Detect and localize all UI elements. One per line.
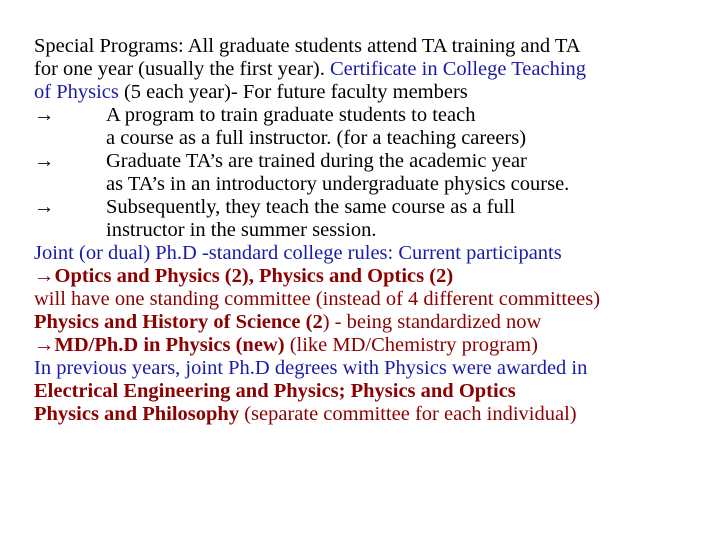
right-arrow-icon: → [34, 104, 55, 126]
bullet-line: → A program to train graduate students to teach [34, 104, 476, 126]
text-line: Joint (or dual) Ph.D -standard college rules: Current participants [34, 242, 562, 264]
text-line: Physics and History of Science (2) - being standardized now [34, 311, 542, 333]
bullet-line: as TA’s in an introductory undergraduate physics course. [106, 173, 570, 195]
right-arrow-icon: → [34, 334, 55, 356]
right-arrow-icon: → [34, 196, 55, 218]
bullet-line: a course as a full instructor. (for a teaching careers) [106, 127, 527, 149]
text-line: Special Programs: All graduate students attend TA training and TA [34, 35, 581, 57]
text-line: Physics and Philosophy (separate committee for each individual) [34, 403, 577, 425]
text-line: of Physics (5 each year)- For future faculty members [34, 81, 468, 103]
certificate-title-cont: of Physics [34, 81, 119, 103]
text-line: →Optics and Physics (2), Physics and Optics (2) [34, 265, 454, 287]
certificate-title: Certificate in College Teaching [330, 58, 587, 80]
text-line: Electrical Engineering and Physics; Physics and Optics [34, 380, 516, 402]
bullet-line: → Graduate TA’s are trained during the academic year [34, 150, 527, 172]
bullet-line: instructor in the summer session. [106, 219, 377, 241]
right-arrow-icon: → [34, 150, 55, 172]
bullet-line: → Subsequently, they teach the same course as a full [34, 196, 516, 218]
text-line: for one year (usually the first year). Certificate in College Teaching [34, 58, 587, 80]
right-arrow-icon: → [34, 265, 55, 287]
text-line: In previous years, joint Ph.D degrees with Physics were awarded in [34, 357, 588, 379]
text-line: →MD/Ph.D in Physics (new) (like MD/Chemistry program) [34, 334, 538, 356]
slide-text [34, 35, 714, 426]
text-line: will have one standing committee (instead of 4 different committees) [34, 288, 601, 310]
